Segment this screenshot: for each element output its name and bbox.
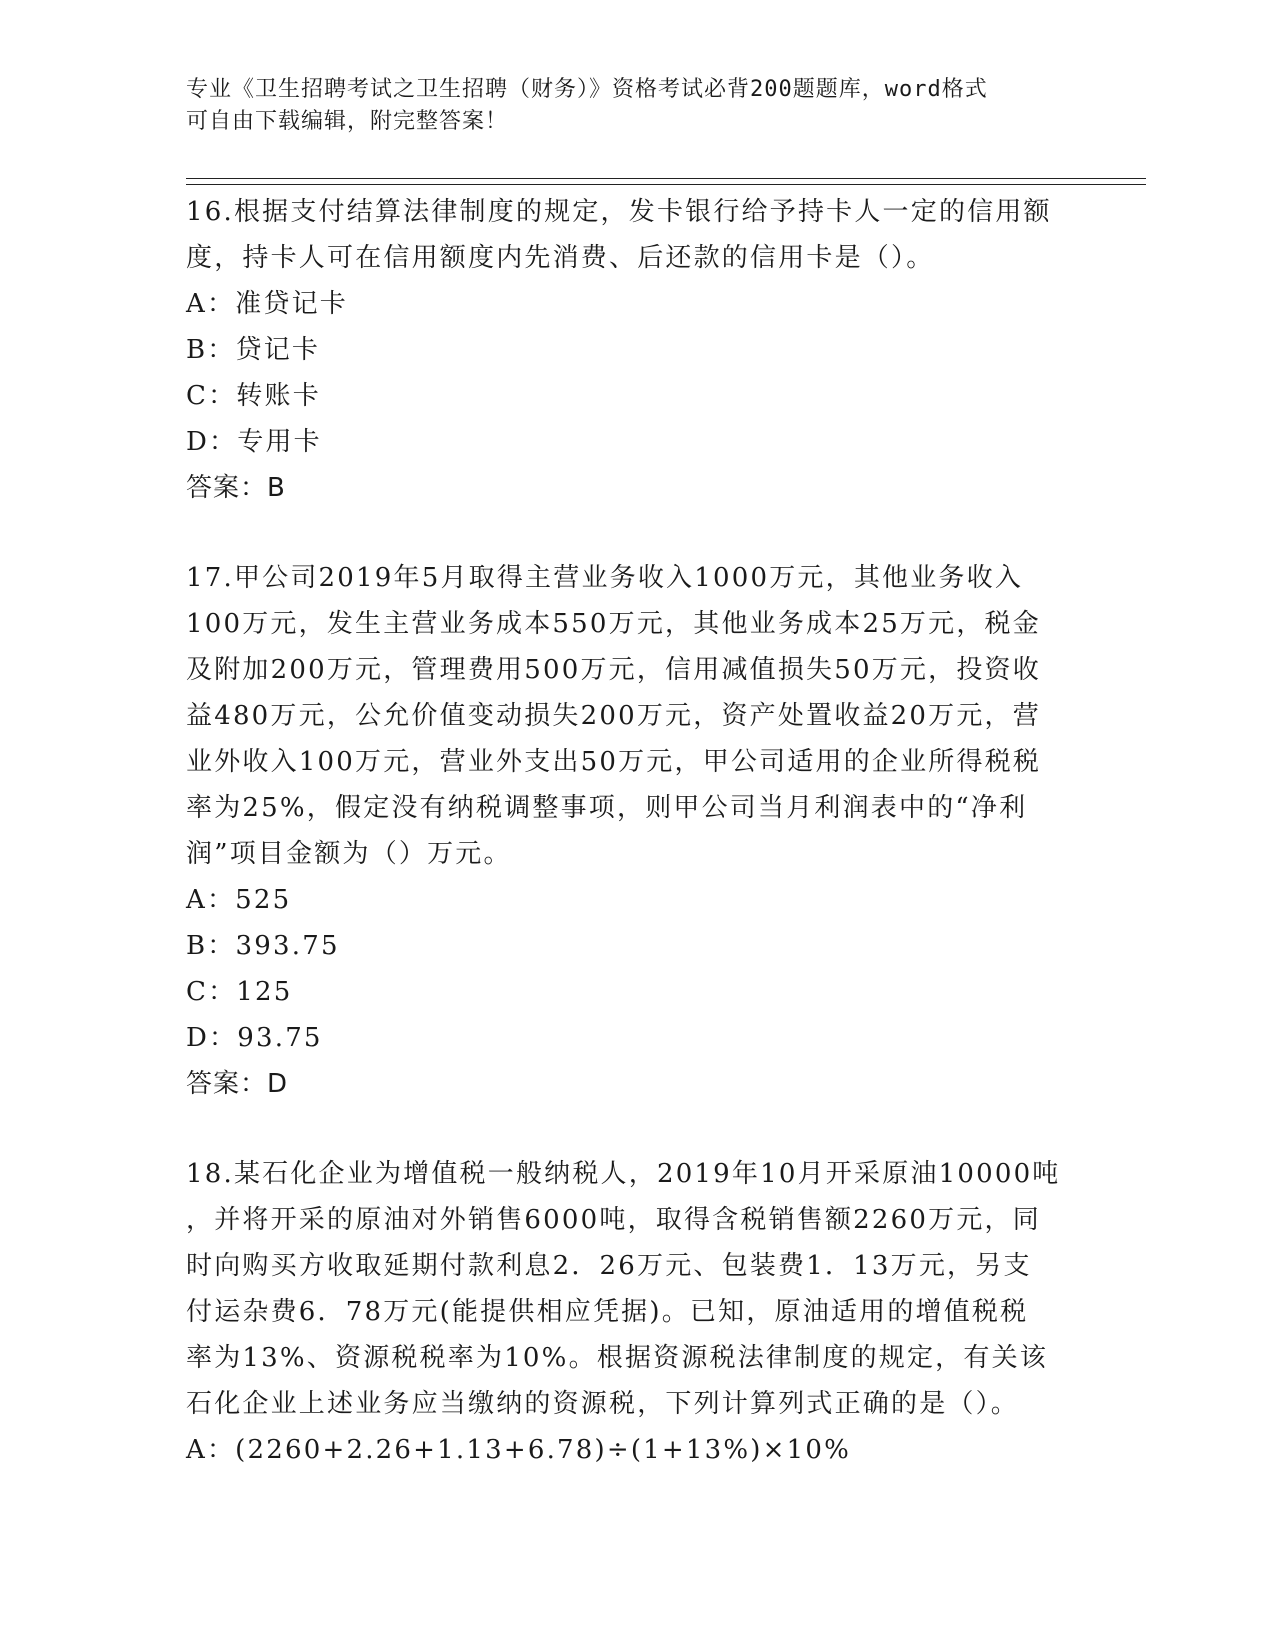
question-18 [186,1151,1076,1473]
answer-line: 答案：D [186,1069,289,1099]
option-c: C：125 [186,977,293,1007]
question-text-line: 率为13%、资源税税率为10%。根据资源税法律制度的规定，有关该 [186,1343,1048,1373]
question-text-line: 17.甲公司2019年5月取得主营业务收入1000万元，其他业务收入 [186,563,1024,593]
option-b: B：393.75 [186,931,340,961]
option-a: A：(2260+2.26+1.13+6.78)÷(1+13%)×10% [186,1435,852,1465]
question-text-line: 付运杂费6．78万元(能提供相应凭据)。已知，原油适用的增值税税 [186,1297,1029,1327]
header-divider-bottom [186,184,1146,185]
option-d: D：93.75 [186,1023,323,1053]
header-line-1: 专业《卫生招聘考试之卫生招聘（财务）》资格考试必背200题题库，word格式 [186,77,988,102]
question-text-line: 润”项目金额为（）万元。 [186,839,512,869]
question-16 [186,189,1076,511]
option-d: D：专用卡 [186,427,322,457]
question-text-line: 16.根据支付结算法律制度的规定，发卡银行给予持卡人一定的信用额 [186,197,1052,227]
question-text-line: 18.某石化企业为增值税一般纳税人，2019年10月开采原油10000吨 [186,1159,1061,1189]
option-c: C：转账卡 [186,381,321,411]
header-line-2: 可自由下载编辑，附完整答案！ [186,109,509,134]
question-spacer [186,1107,1076,1151]
question-text-line: 及附加200万元，管理费用500万元，信用减值损失50万元，投资收 [186,655,1041,685]
question-text-line: 业外收入100万元，营业外支出50万元，甲公司适用的企业所得税税 [186,747,1042,777]
question-text-line: 时向购买方收取延期付款利息2．26万元、包装费1．13万元，另支 [186,1251,1032,1281]
question-text-line: 100万元，发生主营业务成本550万元，其他业务成本25万元，税金 [186,609,1041,639]
question-text-line: 益480万元，公允价值变动损失200万元，资产处置收益20万元，营 [186,701,1041,731]
question-text-line: 度，持卡人可在信用额度内先消费、后还款的信用卡是（）。 [186,243,935,273]
question-text-line: 石化企业上述业务应当缴纳的资源税，下列计算列式正确的是（）。 [186,1389,1020,1419]
option-a: A：准贷记卡 [186,289,348,319]
question-text-line: ，并将开采的原油对外销售6000吨，取得含税销售额2260万元，同 [186,1205,1041,1235]
question-17 [186,555,1076,1107]
question-spacer [186,511,1076,555]
option-b: B：贷记卡 [186,335,321,365]
question-list [186,189,1076,1473]
option-a: A：525 [186,885,292,915]
question-text-line: 率为25%，假定没有纳税调整事项，则甲公司当月利润表中的“净利 [186,793,1028,823]
answer-line: 答案：B [186,473,286,503]
document-header [186,74,1086,138]
header-divider-top [186,178,1146,179]
